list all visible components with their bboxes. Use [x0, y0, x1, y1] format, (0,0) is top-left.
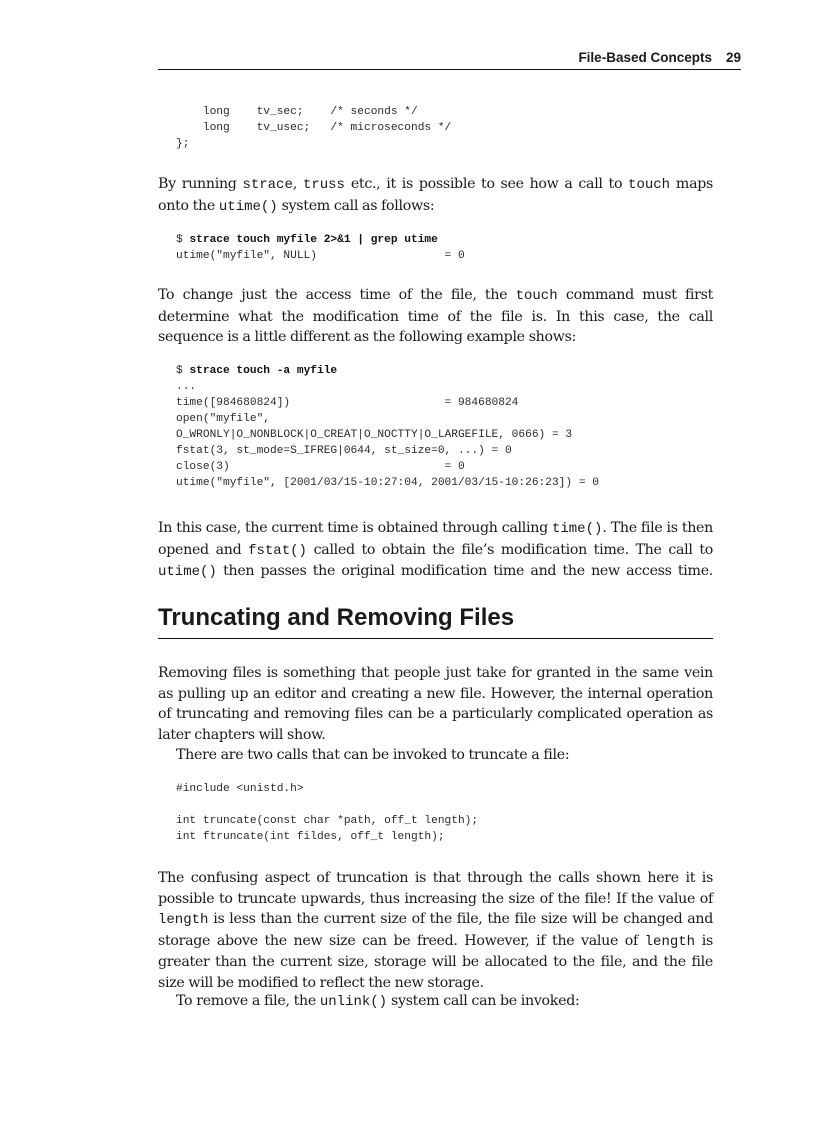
code-output: ... time([984680824]) = 984680824 open("myfile", O_WRONLY|O_NONBLOCK|O_CREAT|O_NOCTTY|O_LARGEFILE, 0666) = 3 fstat(3, st_mode=S_IFREG|0644, st_size=0, ...) = 0 close(3) = 0 utime("myfile", [2001/03/15-10:27:04, 2001/03/15-10:26:23]) = 0: [176, 381, 599, 489]
running-header: [578, 50, 741, 65]
paragraph-removing-files: Removing files is something that people just take for granted in the same vein as pulling up an editor and creating a new file. However, the internal operation of truncating and removing files can be a particularly complicated operation as later chapters will show.: [158, 665, 713, 743]
section-rule: [158, 638, 713, 639]
paragraph-access-time: To change just the access time of the file, the touch command must first determine what the modification time of the file is. In this case, the call sequence is a little different as the following example shows:: [158, 287, 713, 345]
code-line: };: [176, 138, 190, 150]
paragraph-unlink: To remove a file, the unlink() system call can be invoked:: [176, 993, 580, 1010]
code-line: utime("myfile", NULL) = 0: [176, 250, 465, 262]
code-block-strace-touch: [176, 232, 465, 264]
code-line: long tv_sec; /* seconds */: [176, 106, 418, 118]
code-block-timeval: [176, 104, 451, 152]
paragraph-strace-intro: By running strace, truss etc., it is possible to see how a call to touch maps onto the utime() system call as follows:: [158, 176, 714, 215]
code-block-strace-touch-a: [176, 363, 599, 491]
running-header-title: File-Based Concepts: [578, 50, 712, 65]
shell-command: strace touch -a myfile: [189, 365, 338, 377]
page-number: 29: [725, 50, 741, 65]
code-line: long tv_usec; /* microseconds */: [176, 122, 452, 134]
section-heading: Truncating and Removing Files: [158, 604, 515, 631]
paragraph-truncation: The confusing aspect of truncation is that through the calls shown here it is possible to truncate upwards, thus increasing the size of the file! If the value of length is less than the current size of the file, the file size will be changed and storage above the new size can be freed. However, if the value of length is greater than the current size, storage will be allocated to the file, and the file size will be modified to reflect the new storage.: [158, 870, 713, 991]
shell-prompt: $: [176, 365, 190, 377]
shell-command: strace touch myfile 2>&1 | grep utime: [189, 234, 438, 246]
paragraph-call-sequence: In this case, the current time is obtained through calling time(). The file is then opened and fstat() called to obtain the file’s modification time. The call to utime() then passes the original modification time and the new access time.: [158, 520, 713, 580]
shell-prompt: $: [176, 234, 190, 246]
code-block-truncate: #include <unistd.h> int truncate(const char *path, off_t length); int ftruncate(int fildes, off_t length);: [176, 783, 479, 843]
header-rule: [158, 69, 741, 70]
paragraph-truncate-intro: There are two calls that can be invoked to truncate a file:: [176, 747, 570, 763]
